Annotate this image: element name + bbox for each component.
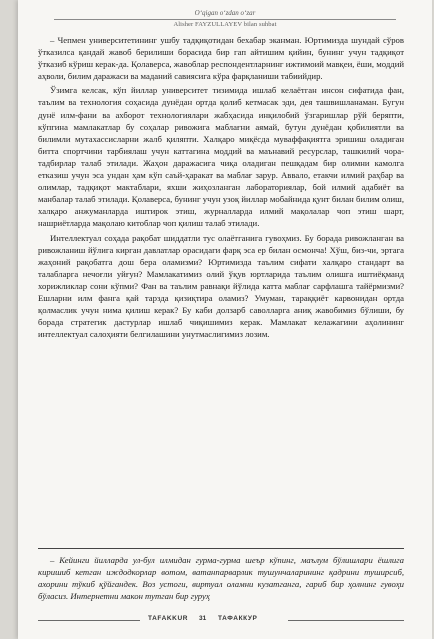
- page-footer: [18, 614, 432, 630]
- footer-journal-cyrillic: ТАФАККУР: [218, 615, 258, 622]
- article-body: [38, 34, 404, 340]
- section-divider: [38, 548, 404, 549]
- running-header: [18, 0, 432, 36]
- interviewer-question: [38, 554, 404, 602]
- footer-journal-latin: TAFAKKUR: [148, 615, 189, 622]
- paragraph-1: – Чепмен университетининг ушбу тадқиқотидан бехабар эканман. Юртимизда шундай сўров ўтказилса қандай жавоб берилиши борасида бир гап айтишим қийин, бунинг учун тадқиқот ўтказиб кўриш керак-да. Қолаверса, жавоблар респондентларнинг ижтимоий мавқеи, ёши, моддий аҳволи, билим даражаси ва маданий савиясига кўра фарқланиши табиийдир.: [38, 35, 404, 82]
- header-rule: [54, 19, 396, 20]
- document-page: [18, 0, 432, 639]
- header-series-title: O‘qigan o‘zdan o‘zar: [194, 9, 256, 17]
- footer-rule-right: [288, 620, 404, 621]
- paragraph-2: Ўзимга келсак, кўп йиллар университет тизимида ишлаб келаётган инсон сифатида фан, таълим ва технология соҳасида дунёдан ортда қолиб кетмасак эди, дея ташвишланаман. Бугун дунё илм-фани ва ахборот технологиялари жабҳасида инқилобий ўзгаришлар рўй беряпти, кўпгина мамлакатлар бу соҳалар ривожига маблағни аямай, бутун дунёдан қобилиятли ва билимли мутахассисларни жалб қиляпти. Халқаро миқёсда муваффақиятга эришиш оладиган битта спортчини тарбиялаш учун каттагина моддий ва маънавий ресурслар, ташкилий чора-тадбирлар талаб этилади. Жаҳон даражасига чиқа оладиган пешқадам бир олимни камолга етказиш учун эса ундан ҳам кўп саъй-ҳаракат ва маблағ зарур. Аввало, етакчи илмий раҳбар ва олимлар, тадқиқот мактаблари, яхши жиҳозланган лабораториялар, бой илмий адабиёт ва манбалар талаб этилади. Қолаверса, бунинг учун узоқ йиллар мобайнида қунт билан билим олиш, халқаро анжуманларда иштирок этиш, журналларда илмий мақолалар чоп этиш шарт, нашриётларда мақолаю китоблар чоп қилиш талаб этилади.: [38, 85, 404, 229]
- page-number: 31: [199, 615, 207, 622]
- paragraph-3: Интеллектуал соҳада рақобат шиддатли тус олаётганига гувоҳмиз. Бу борада ривожланган ва ривожланиш йўлига кирган давлатлар орасидаги фарқ эса ер билан осмонча! Хўш, биз-чи, эртага жаҳоний рақобатга дош бера оламизми? Юртимизда таълим сифати халқаро стандарт ва талабларга нечоғли уйғун? Мамлакатимиз олий ўқув юртларида таълим олишга иштиёқманд хорижликлар сони кўпми? Фан ва таълим равнақи йўлида катта маблағ сарфлашга тайёрмизми? Ешларни илм фанга қай тарзда қизиқтира оламиз? Умуман, тараққиёт карвонидан ортда қолмаслик учун нима қилиш керак? Бу каби долзарб саволларга аниқ жавобимиз бўлиши, бу борада стратегик дастурлар ишлаб чиқишимиз керак. Мамлакат келажагини аҳолининг интеллектуал салоҳияти белгилашини унутмаслигимиз лозим.: [38, 232, 404, 340]
- footer-rule-left: [38, 620, 140, 621]
- header-article-title: Alisher FAYZULLAYEV bilan suhbat: [173, 21, 277, 28]
- question-text: – Кейинги йилларда ул-бул илмидан гурма-гурма шеър кўпинг, маълум бўлишлари ёшлига киришиб кетган иждодкорлар вотом, ватанпарварлик тушунчаларининг қадрини туширсиб, ахорини тўкиб қўйгандек. Воз устоги, виртуал оламни кузатганга, гариб бир ҳолнинг гувоҳи бўласиз. Интернетни макон тутган бир гуруҳ: [38, 555, 404, 602]
